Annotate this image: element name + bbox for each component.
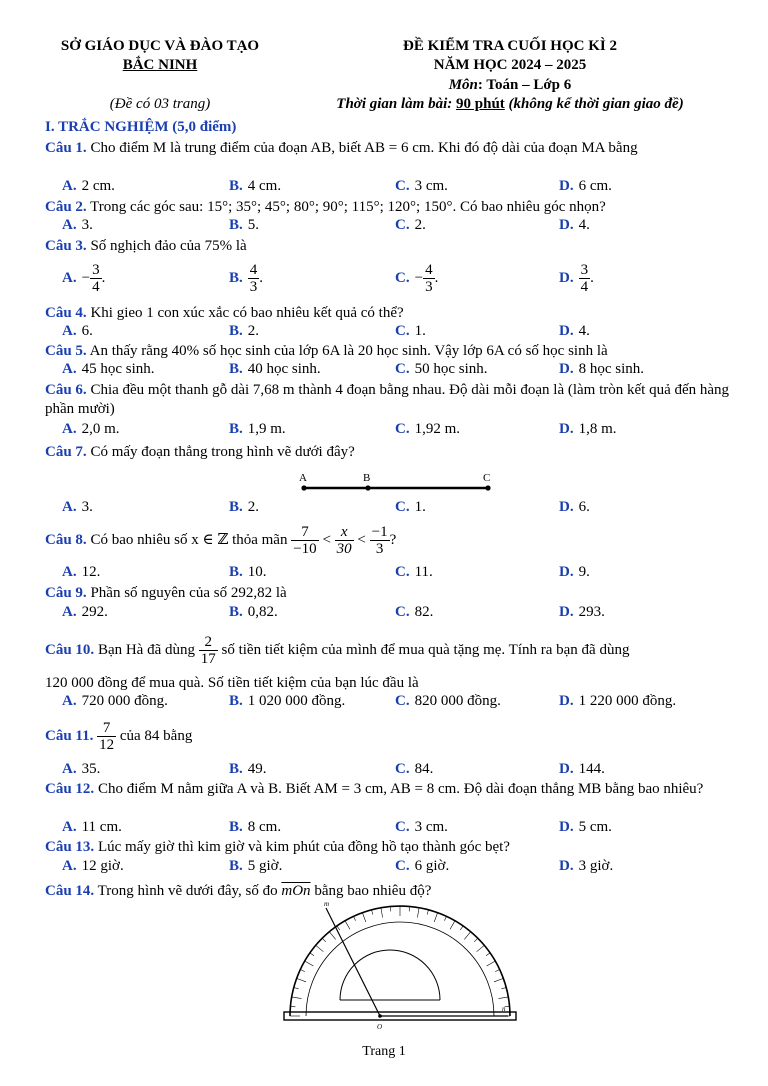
label-n: n <box>502 1005 506 1013</box>
options-6 <box>62 421 742 440</box>
point-a-label: A <box>299 472 307 484</box>
question-3 <box>45 237 735 256</box>
option-d[interactable]: D. 9. <box>559 564 590 580</box>
protractor-tick <box>354 916 356 921</box>
option-c[interactable]: C. 2. <box>395 217 426 233</box>
question-label: Câu 3. <box>45 238 87 254</box>
subject-line <box>330 77 690 94</box>
options-7 <box>62 499 742 518</box>
fraction: $\frac{7}{12}$ <box>99 719 115 753</box>
option-c[interactable]: C. 82. <box>395 604 434 620</box>
fraction-2: $\frac{x}{30}$ <box>336 523 352 557</box>
protractor-scale-arc <box>306 922 494 1016</box>
options-10 <box>62 693 742 712</box>
options-2 <box>62 217 742 236</box>
page-number: Trang 1 <box>362 1044 406 1059</box>
point-a <box>301 485 306 490</box>
option-a[interactable]: A. 2,0 m. <box>62 421 120 437</box>
question-4 <box>45 304 735 323</box>
protractor-tick <box>297 978 306 981</box>
protractor-tick <box>450 921 455 930</box>
option-d[interactable]: D. 144. <box>559 761 605 777</box>
pages-note: (Đề có 03 trang) <box>109 96 211 112</box>
subject-prefix: Môn <box>448 77 478 93</box>
point-o <box>378 1014 382 1018</box>
question-text: Lúc mấy giờ thì kim giờ và kim phút của đồng hồ tạo thành góc bẹt? <box>97 839 510 855</box>
question-label: Câu 10. <box>45 641 95 658</box>
options-13 <box>62 858 742 877</box>
protractor-figure <box>280 900 520 1032</box>
question-14 <box>45 882 735 901</box>
question-text-cont: bằng bao nhiêu độ? <box>314 883 432 899</box>
exam-title: ĐỀ KIỂM TRA CUỐI HỌC KÌ 2 <box>403 38 617 54</box>
fraction-1: $\frac{7}{-10}$ <box>293 523 317 557</box>
options-9 <box>62 604 742 623</box>
option-b[interactable]: B. 8 cm. <box>229 819 282 835</box>
question-text: Bạn Hà đã dùng <box>97 641 195 658</box>
option-d[interactable]: D. 8 học sinh. <box>559 361 645 377</box>
point-c <box>485 485 490 490</box>
time-note: (không kể thời gian giao đề) <box>504 96 684 112</box>
question-1 <box>45 139 735 158</box>
option-a[interactable]: A. 292. <box>62 604 108 620</box>
option-d[interactable]: D. 3 giờ. <box>559 858 614 874</box>
fraction: $\frac{2}{17}$ <box>200 633 216 667</box>
option-a[interactable]: A. 2 cm. <box>62 178 115 194</box>
question-text: Có bao nhiêu số x ∈ ℤ thỏa mãn <box>90 531 288 548</box>
question-label: Câu 5. <box>45 343 87 359</box>
option-c[interactable]: C. 1. <box>395 499 426 515</box>
protractor-tick <box>292 997 302 999</box>
question-text: Cho điểm M nằm giữa A và B. Biết AM = 3 cm, AB = 8 cm. Độ dài đoạn thẳng MB bằng bao nhiêu? <box>97 781 704 797</box>
protractor-tick <box>501 988 506 989</box>
option-c[interactable]: C. 820 000 đồng. <box>395 693 501 709</box>
question-text: Khi gieo 1 con xúc xắc có bao nhiêu kết quả có thể? <box>90 305 404 321</box>
option-b[interactable]: B. 5 giờ. <box>229 858 283 874</box>
question-label: Câu 14. <box>45 883 95 899</box>
question-label: Câu 9. <box>45 585 87 601</box>
option-a[interactable]: A. 720 000 đồng. <box>62 693 168 709</box>
option-a[interactable]: A. 35. <box>62 761 101 777</box>
option-d[interactable]: D. 1,8 m. <box>559 421 617 437</box>
question-text: Chia đều một thanh gỗ dài 7,68 m thành 4 đoạn bằng nhau. Độ dài mỗi đoạn là (làm tròn kết quả đến hàng phần mười) <box>45 382 730 417</box>
options-11 <box>62 761 742 780</box>
option-a[interactable]: A. − $\frac{3}{4}$ . <box>62 262 106 295</box>
option-b[interactable]: B. 10. <box>229 564 267 580</box>
protractor-tick <box>322 938 326 942</box>
school-year: NĂM HỌC 2024 – 2025 <box>433 57 587 73</box>
question-text: Có mấy đoạn thẳng trong hình vẽ dưới đây? <box>90 444 355 460</box>
time-value: 90 phút <box>456 96 505 112</box>
protractor-tick <box>460 926 463 930</box>
protractor-tick <box>486 953 490 956</box>
angle-name: $\overline{mOn}$ <box>281 883 311 899</box>
question-label: Câu 12. <box>45 781 95 797</box>
fraction-3: $\frac{-1}{3}$ <box>371 523 388 557</box>
protractor-tick <box>362 913 365 922</box>
time-prefix: Thời gian làm bài: <box>336 96 457 112</box>
question-label: Câu 2. <box>45 199 87 215</box>
question-text: Trong hình vẽ dưới đây, số đo <box>97 883 278 899</box>
protractor-tick <box>487 961 496 966</box>
department-province: BẮC NINH <box>122 57 198 73</box>
protractor-tick <box>381 908 383 918</box>
option-c[interactable]: C. 11. <box>395 564 433 580</box>
question-11 <box>45 716 735 756</box>
option-b[interactable]: B. 40 học sinh. <box>229 361 321 377</box>
question-label: Câu 4. <box>45 305 87 321</box>
option-b[interactable]: B. 1 020 000 đồng. <box>229 693 346 709</box>
department-name: SỞ GIÁO DỤC VÀ ĐÀO TẠO <box>60 38 260 54</box>
question-text: Trong các góc sau: 15°; 35°; 45°; 80°; 90°; 115°; 120°; 150°. Có bao nhiêu góc nhọn? <box>90 199 606 215</box>
question-7 <box>45 443 735 462</box>
question-13 <box>45 838 735 857</box>
options-5 <box>62 361 742 380</box>
option-c[interactable]: C. 1,92 m. <box>395 421 461 437</box>
protractor-tick <box>417 908 419 918</box>
time-line <box>290 96 730 113</box>
question-label: Câu 6. <box>45 382 87 398</box>
options-4 <box>62 323 742 342</box>
option-b[interactable]: B. 4 cm. <box>229 178 282 194</box>
protractor-tick <box>434 913 437 922</box>
question-text-cont: số tiền tiết kiệm của mình để mua quà tặng mẹ. Tính ra bạn đã dùng <box>221 641 630 658</box>
section-title: I. TRẮC NGHIỆM (5,0 điểm) <box>45 119 237 135</box>
options-12 <box>62 819 742 838</box>
protractor-tick <box>300 970 305 972</box>
option-a[interactable]: A. 11 cm. <box>62 819 122 835</box>
option-c[interactable]: C. 84. <box>395 761 434 777</box>
question-text: Số nghịch đảo của 75% là <box>90 238 247 254</box>
options-8 <box>62 564 742 583</box>
option-a[interactable]: A. 12. <box>62 564 101 580</box>
option-c[interactable]: C. 50 học sinh. <box>395 361 488 377</box>
question-label: Câu 1. <box>45 140 87 156</box>
option-a[interactable]: A. 6. <box>62 323 93 339</box>
point-c-label: C <box>483 472 491 484</box>
question-label: Câu 11. <box>45 727 94 744</box>
option-a[interactable]: A. 12 giờ. <box>62 858 124 874</box>
question-label: Câu 7. <box>45 444 87 460</box>
protractor-tick <box>310 953 314 956</box>
option-b[interactable]: B. 5. <box>229 217 260 233</box>
option-d[interactable]: D. 4. <box>559 323 590 339</box>
question-10-line2: 120 000 đồng để mua quà. Số tiền tiết kiệm của bạn lúc đầu là <box>45 675 419 691</box>
option-a[interactable]: A. 3. <box>62 499 93 515</box>
label-m: m <box>324 900 330 908</box>
question-10 <box>45 630 735 670</box>
option-c[interactable]: C. 1. <box>395 323 426 339</box>
question-6 <box>45 381 735 419</box>
protractor-tick <box>316 945 324 951</box>
option-c[interactable]: C. 6 giờ. <box>395 858 450 874</box>
option-b[interactable]: B. 1,9 m. <box>229 421 286 437</box>
subject: : Toán – Lớp 6 <box>477 77 572 93</box>
question-5 <box>45 342 735 361</box>
option-c[interactable]: C. − $\frac{4}{3}$ . <box>395 262 439 295</box>
protractor-tick <box>345 921 350 930</box>
label-o: O <box>377 1023 383 1031</box>
protractor-tick <box>444 916 446 921</box>
point-b <box>365 485 370 490</box>
protractor-tick <box>499 997 509 999</box>
option-b[interactable]: B. 2. <box>229 323 260 339</box>
option-b[interactable]: B. 2. <box>229 499 260 515</box>
question-text: Cho điểm M là trung điểm của đoạn AB, biết AB = 6 cm. Khi đó độ dài của đoạn MA bằng <box>90 140 638 156</box>
option-b[interactable]: B. $\frac{4}{3}$ . <box>229 262 264 295</box>
options-1 <box>62 178 742 197</box>
option-d[interactable]: D. 6. <box>559 499 590 515</box>
protractor-tick <box>495 970 500 972</box>
question-text: Phần số nguyên của số 292,82 là <box>90 585 287 601</box>
protractor-tick <box>494 978 503 981</box>
question-2 <box>45 198 735 217</box>
point-b-label: B <box>363 472 371 484</box>
question-label: Câu 13. <box>45 839 95 855</box>
protractor-tick <box>294 988 299 989</box>
option-d[interactable]: D. 5 cm. <box>559 819 612 835</box>
protractor-inner-arc <box>340 950 440 1000</box>
protractor-tick <box>329 932 335 940</box>
option-a[interactable]: A. 3. <box>62 217 93 233</box>
option-c[interactable]: C. 3 cm. <box>395 819 448 835</box>
options-3 <box>62 262 742 302</box>
option-b[interactable]: B. 49. <box>229 761 267 777</box>
question-text: An thấy rằng 40% số học sinh của lớp 6A là 20 học sinh. Vậy lớp 6A có số học sinh là <box>89 343 608 359</box>
option-d[interactable]: D. 1 220 000 đồng. <box>559 693 677 709</box>
protractor-tick <box>464 932 470 940</box>
option-d[interactable]: D. 4. <box>559 217 590 233</box>
option-d[interactable]: D. $\frac{3}{4}$ . <box>559 262 594 295</box>
question-9 <box>45 584 735 603</box>
question-text: của 84 bằng <box>119 727 193 744</box>
question-label: Câu 8. <box>45 531 87 548</box>
question-8: Câu 8. Có bao nhiêu số x ∈ ℤ thỏa mãn $\frac{7}{-10}$ < $\frac{x}{30}$ < $\frac{-1}{3}$ ? <box>45 523 397 557</box>
protractor-tick <box>474 938 478 942</box>
option-a[interactable]: A. 45 học sinh. <box>62 361 155 377</box>
protractor-tick <box>477 945 485 951</box>
protractor-tick <box>305 961 314 966</box>
option-b[interactable]: B. 0,82. <box>229 604 278 620</box>
question-12 <box>45 780 735 799</box>
segment-figure <box>290 468 500 498</box>
option-d[interactable]: D. 293. <box>559 604 605 620</box>
option-d[interactable]: D. 6 cm. <box>559 178 612 194</box>
option-c[interactable]: C. 3 cm. <box>395 178 448 194</box>
